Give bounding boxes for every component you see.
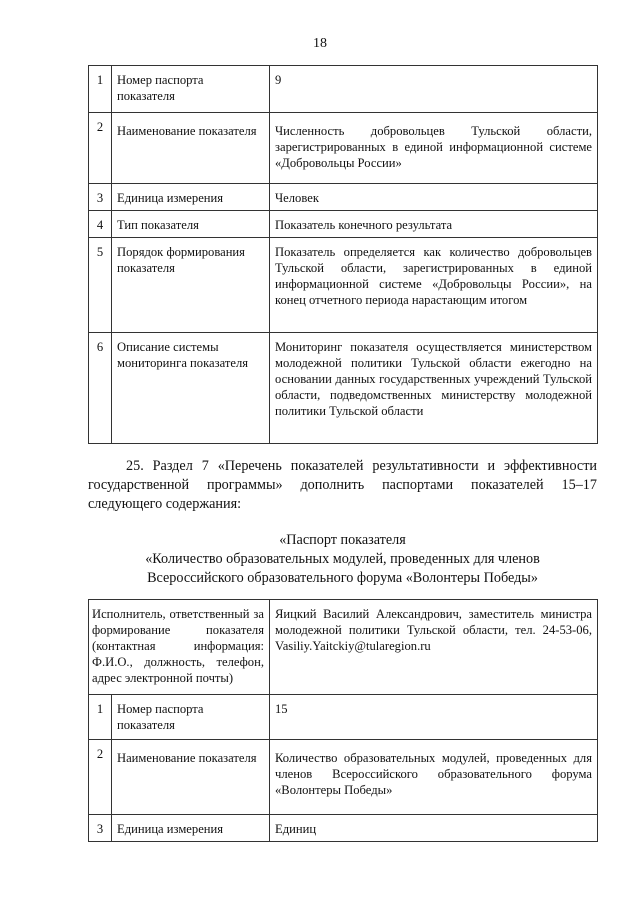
table-row <box>89 184 598 211</box>
row-label: Порядок формирования показателя <box>112 238 270 333</box>
row-number: 2 <box>89 113 112 184</box>
table-row <box>89 113 598 184</box>
row-number: 5 <box>89 238 112 333</box>
row-number: 6 <box>89 333 112 444</box>
row-value: Численность добровольцев Тульской области, зарегистрированных в единой информационной системе «Добровольцы России» <box>270 113 598 184</box>
row-label: Номер паспорта показателя <box>112 66 270 113</box>
row-value: Показатель определяется как количество добровольцев Тульской области, зарегистрированных в единой информационной системе «Добровольцы России», на конец отчетного периода нарастающим итогом <box>270 238 598 333</box>
row-value: Показатель конечного результата <box>270 211 598 238</box>
row-label: Тип показателя <box>112 211 270 238</box>
executor-value: Яицкий Василий Александрович, заместитель министра молодежной политики Тульской области, тел. 24-53-06, Vasiliy.Yaitckiy@tularegion.ru <box>270 600 598 695</box>
passport-heading-line3: Всероссийского образовательного форума «Волонтеры Победы» <box>147 570 538 586</box>
row-label: Единица измерения <box>112 815 270 842</box>
passport-heading-line1: «Паспорт показателя <box>279 532 406 548</box>
row-value: 9 <box>270 66 598 113</box>
row-value: Человек <box>270 184 598 211</box>
row-number: 1 <box>89 66 112 113</box>
row-label: Наименование показателя <box>112 113 270 184</box>
row-value: Единиц <box>270 815 598 842</box>
indicator-9-passport-table <box>88 65 598 444</box>
row-label: Наименование показателя <box>112 740 270 815</box>
row-label: Описание системы мониторинга показателя <box>112 333 270 444</box>
executor-label: Исполнитель, ответственный за формирование показателя (контактная информация: Ф.И.О., должность, телефон, адрес электронной почты) <box>89 600 270 695</box>
passport-heading-line2: «Количество образовательных модулей, проведенных для членов <box>145 551 540 567</box>
row-value: Количество образовательных модулей, проведенных для членов Всероссийского образовательного форума «Волонтеры Победы» <box>270 740 598 815</box>
row-value: Мониторинг показателя осуществляется министерством молодежной политики Тульской области ежегодно на основании данных государственных учреждений Тульской области, подведомственных министерству молодежной политики Тульской области <box>270 333 598 444</box>
table-row <box>89 211 598 238</box>
row-value: 15 <box>270 695 598 740</box>
passport-heading <box>60 531 625 588</box>
row-number: 3 <box>89 815 112 842</box>
row-number: 1 <box>89 695 112 740</box>
table-row <box>89 740 598 815</box>
table-row <box>89 333 598 444</box>
table-row <box>89 600 598 695</box>
page-number: 18 <box>313 36 327 51</box>
table-row <box>89 66 598 113</box>
amendment-paragraph: 25. Раздел 7 «Перечень показателей результативности и эффективности государственной программы» дополнить паспортами показателей 15–17 следующего содержания: <box>88 458 597 512</box>
indicator-15-passport-table <box>88 599 598 842</box>
row-label: Единица измерения <box>112 184 270 211</box>
row-label: Номер паспорта показателя <box>112 695 270 740</box>
row-number: 4 <box>89 211 112 238</box>
table-row <box>89 238 598 333</box>
row-number: 3 <box>89 184 112 211</box>
table-row <box>89 815 598 842</box>
table-row <box>89 695 598 740</box>
row-number: 2 <box>89 740 112 815</box>
